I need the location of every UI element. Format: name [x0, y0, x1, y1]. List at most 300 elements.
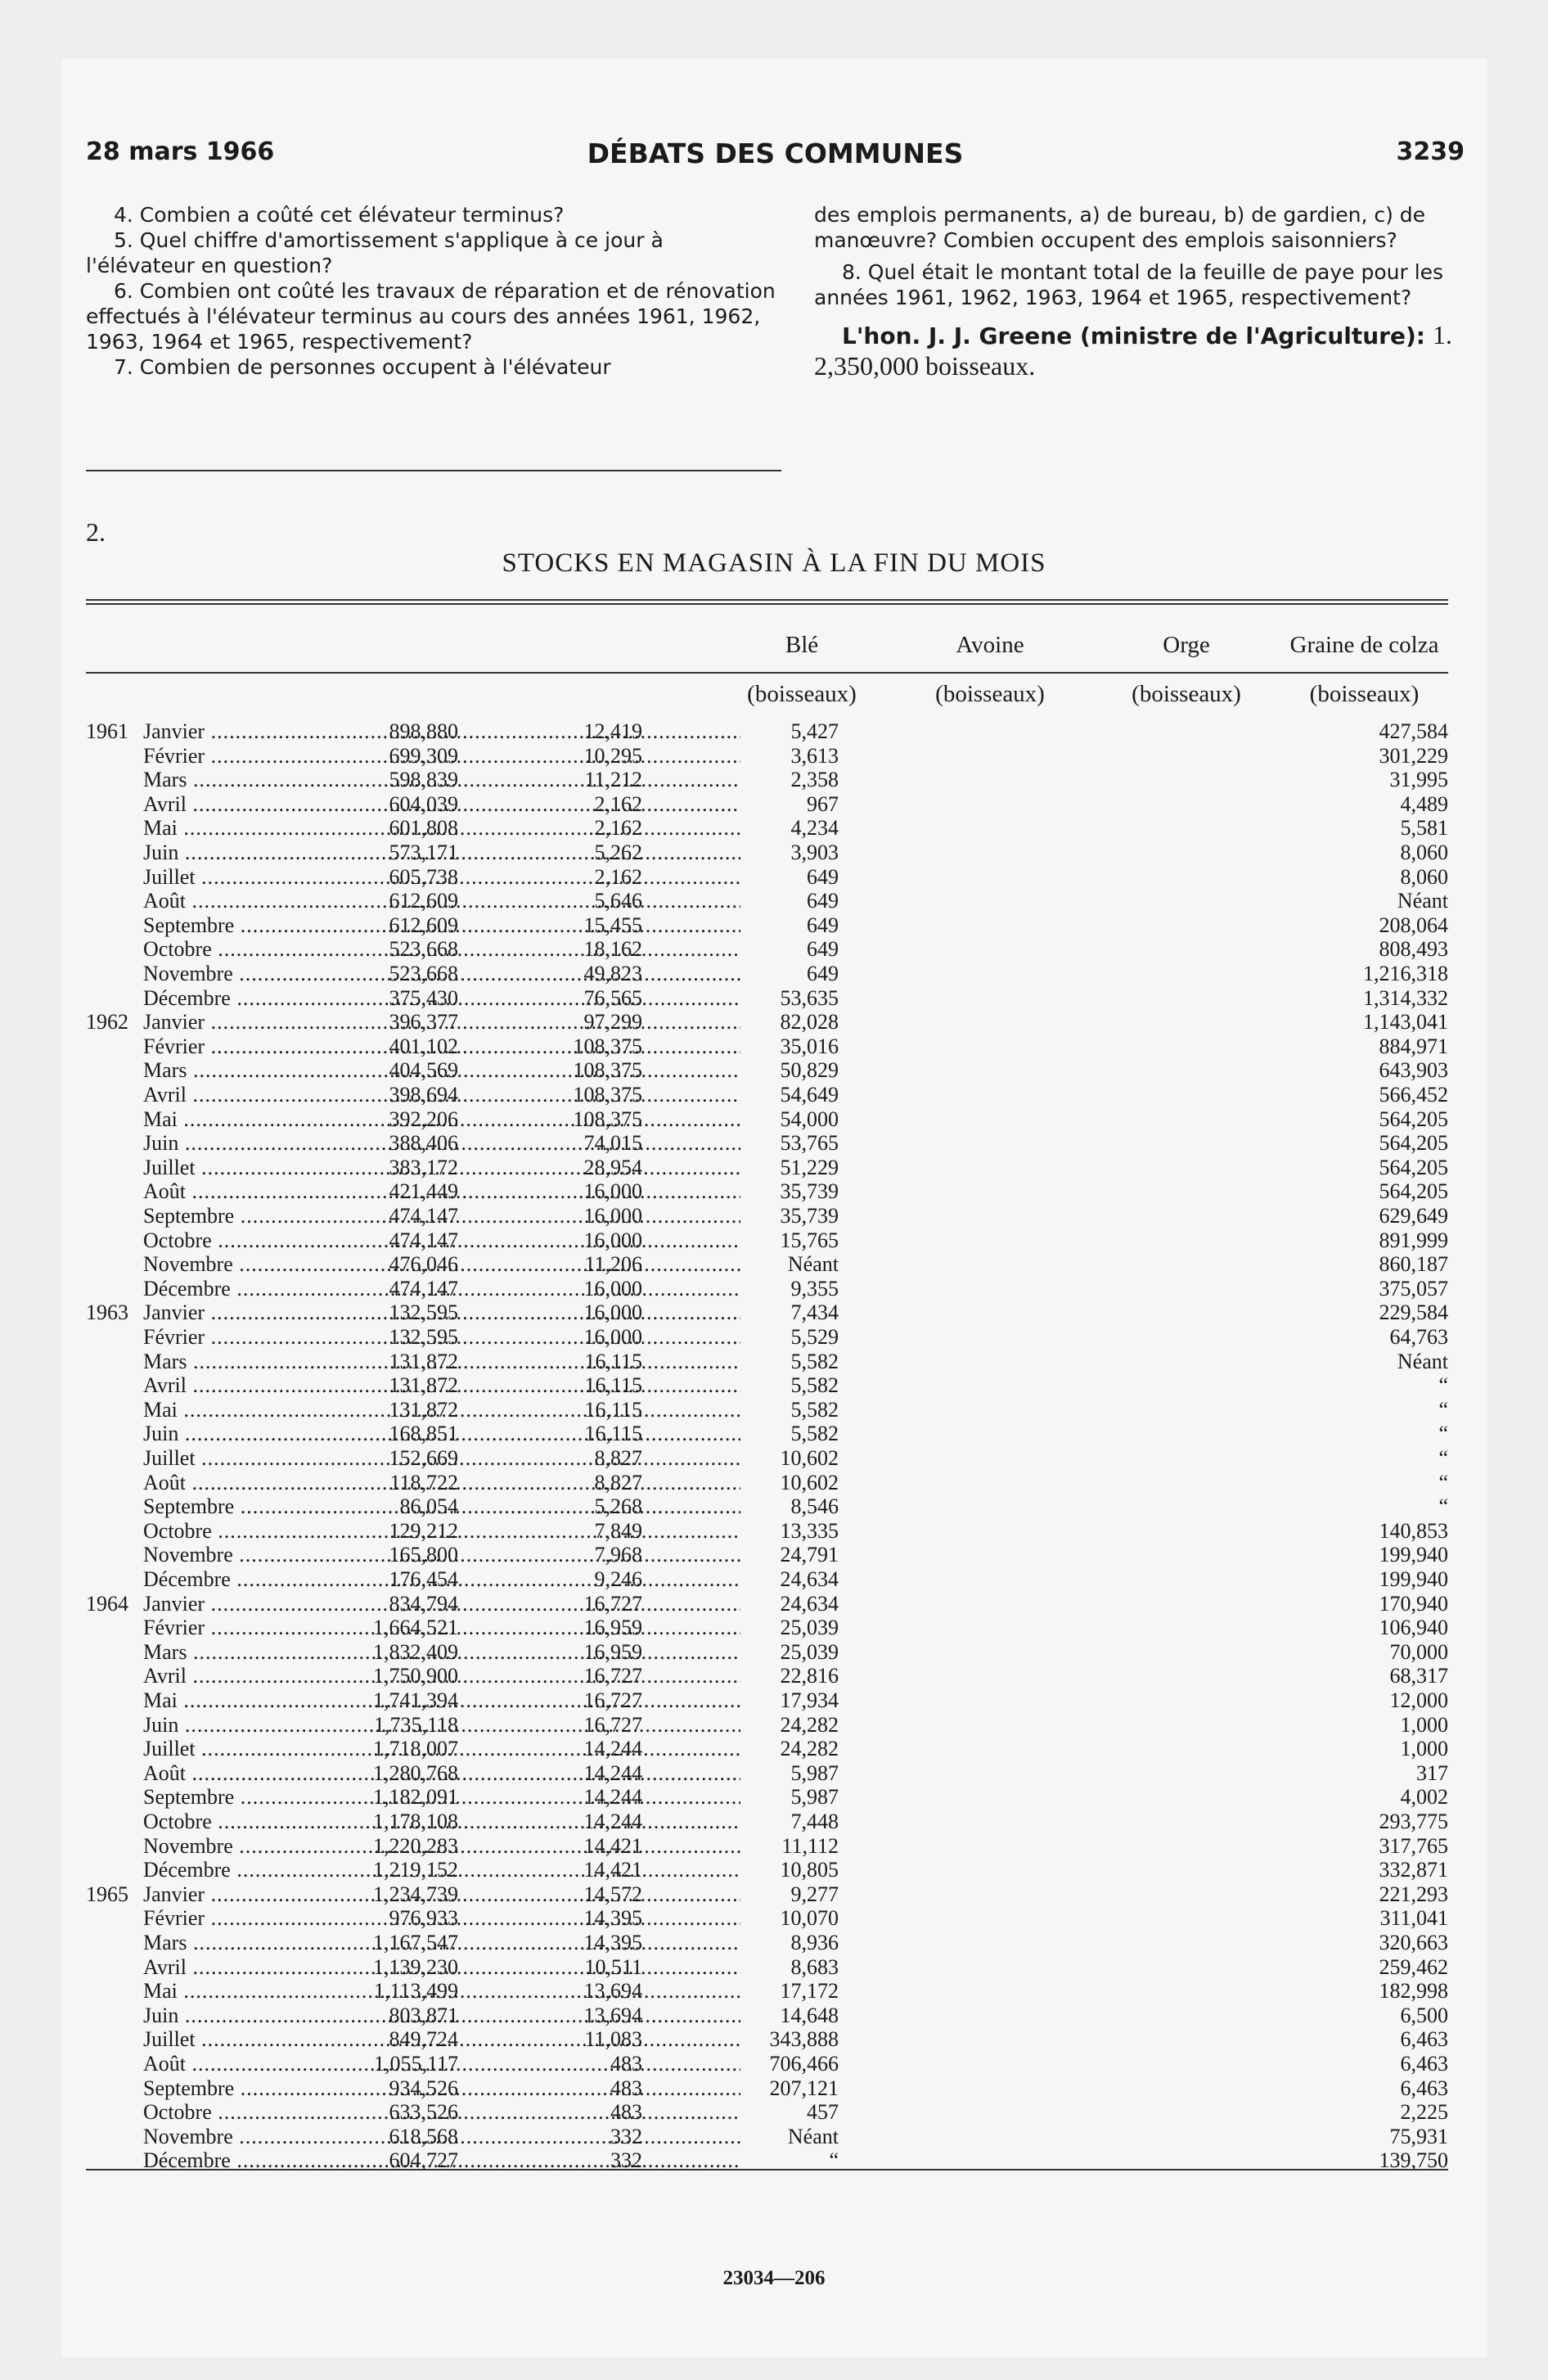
cell-colza: 31,995 — [1389, 768, 1448, 792]
cell-ble: 633,526 — [389, 2100, 458, 2125]
table-row — [86, 1131, 1448, 1156]
table-row — [86, 2027, 1448, 2052]
cell-colza: 293,775 — [1379, 1810, 1448, 1833]
cell-ble: 132,595 — [389, 1325, 458, 1349]
cell-ble: 152,669 — [389, 1446, 458, 1470]
cell-ble: 131,872 — [389, 1349, 458, 1373]
cell-colza: 427,584 — [1379, 719, 1448, 743]
minister-answer — [814, 320, 1485, 382]
cell-orge: 457 — [807, 2100, 839, 2125]
cell-ble: 118,722 — [389, 1470, 458, 1494]
cell-ble: 1,718,007 — [373, 1737, 458, 1761]
cell-colza: “ — [1438, 1422, 1448, 1446]
cell-orge: 25,039 — [780, 1616, 839, 1640]
row-month: Avril ..... — [143, 1955, 740, 1980]
cell-colza: 1,143,041 — [1363, 1010, 1448, 1034]
cell-ble: 934,526 — [389, 2076, 458, 2100]
header-page-number: 3239 — [1396, 137, 1465, 166]
cell-avoine: 16,727 — [583, 1591, 642, 1616]
cell-orge: 10,070 — [780, 1906, 839, 1931]
row-year: 1962 — [86, 1010, 128, 1034]
row-month: Mars ..... — [143, 768, 740, 792]
table-row — [86, 913, 1448, 938]
row-month: Janvier ..... — [143, 1592, 740, 1616]
cell-orge: 50,829 — [780, 1058, 839, 1083]
table-row — [86, 1906, 1448, 1931]
question-7-continued: des emplois permanents, a) de bureau, b) de gardien, c) de manœuvre? Combien occupent des emplois saisonniers? — [814, 203, 1426, 252]
cell-orge: 82,028 — [780, 1010, 839, 1034]
table-row — [86, 816, 1448, 841]
cell-colza: 5,581 — [1400, 816, 1448, 841]
cell-avoine: 16,115 — [584, 1373, 642, 1398]
cell-colza: 4,002 — [1400, 1785, 1448, 1810]
row-month: Mars ..... — [143, 1058, 740, 1083]
page-footer: 23034—206 — [722, 2267, 826, 2289]
cell-orge: 17,172 — [780, 1979, 839, 2004]
row-month: Août ..... — [143, 1761, 740, 1786]
table-row — [86, 1955, 1448, 1980]
cell-orge: 25,039 — [780, 1639, 839, 1664]
cell-ble: 1,741,394 — [373, 1688, 458, 1712]
row-month: Août ..... — [143, 2052, 740, 2076]
table-row — [86, 1325, 1448, 1350]
row-month: Juillet ..... — [143, 1737, 740, 1761]
header-date: 28 mars 1966 — [86, 137, 275, 166]
cell-ble: 523,668 — [389, 937, 458, 962]
cell-avoine: 14,244 — [583, 1785, 642, 1810]
table-row — [86, 1083, 1448, 1107]
cell-ble: 1,113,499 — [373, 1979, 458, 2004]
cell-orge: 15,765 — [780, 1228, 839, 1252]
table-row — [86, 1373, 1448, 1398]
table-row — [86, 1858, 1448, 1882]
cell-avoine: 7,968 — [594, 1543, 642, 1567]
cell-orge: “ — [829, 2148, 839, 2173]
row-month: Mai ..... — [143, 1398, 740, 1422]
row-month: Avril ..... — [143, 1664, 740, 1688]
cell-orge: 7,434 — [790, 1300, 839, 1325]
cell-ble: 421,449 — [389, 1179, 458, 1204]
cell-ble: 976,933 — [389, 1906, 458, 1931]
table-row — [86, 1931, 1448, 1955]
cell-orge: 51,229 — [780, 1155, 839, 1179]
cell-orge: 54,000 — [780, 1107, 839, 1131]
cell-orge: 5,582 — [790, 1373, 839, 1398]
table-row — [86, 1640, 1448, 1665]
cell-avoine: 16,000 — [583, 1325, 642, 1349]
cell-orge: 3,903 — [790, 841, 839, 864]
cell-avoine: 16,000 — [583, 1276, 642, 1300]
table-row — [86, 2004, 1448, 2028]
cell-colza: 199,940 — [1379, 1567, 1448, 1591]
cell-orge: 11,112 — [781, 1833, 839, 1858]
cell-orge: 649 — [807, 937, 839, 962]
cell-avoine: 13,694 — [583, 2003, 642, 2027]
table-row — [86, 1713, 1448, 1738]
row-month: Juin ..... — [143, 2004, 740, 2028]
cell-ble: 165,800 — [389, 1543, 458, 1567]
table-row — [86, 1350, 1448, 1374]
col-header-orge: Orge — [1163, 632, 1210, 658]
cell-avoine: 2,162 — [594, 864, 642, 889]
cell-avoine: 16,727 — [583, 1664, 642, 1688]
cell-avoine: 2,162 — [594, 816, 642, 841]
unit-avoine: (boisseaux) — [935, 681, 1045, 707]
cell-colza: 860,187 — [1379, 1252, 1448, 1277]
cell-colza: 564,205 — [1379, 1131, 1448, 1156]
col-header-avoine: Avoine — [956, 632, 1024, 658]
row-month: Janvier ..... — [143, 1010, 740, 1034]
row-month: Février ..... — [143, 1906, 740, 1931]
row-month: Août ..... — [143, 1471, 740, 1495]
table-row — [86, 1277, 1448, 1301]
cell-avoine: 16,000 — [583, 1228, 642, 1252]
cell-ble: 1,735,118 — [373, 1712, 458, 1737]
row-year: 1963 — [86, 1300, 128, 1325]
row-month: Décembre ..... — [143, 2148, 740, 2173]
table-bottom-rule — [86, 2169, 1448, 2170]
cell-orge: 24,791 — [780, 1543, 839, 1567]
row-month: Février ..... — [143, 1325, 740, 1350]
unit-colza: (boisseaux) — [1309, 681, 1420, 707]
row-year: 1961 — [86, 719, 128, 743]
row-month: Décembre ..... — [143, 986, 740, 1011]
table-row — [86, 1107, 1448, 1132]
cell-colza: 643,903 — [1379, 1058, 1448, 1083]
cell-ble: 131,872 — [389, 1397, 458, 1422]
table-row — [86, 865, 1448, 890]
row-month: Mars ..... — [143, 1640, 740, 1665]
row-month: Décembre ..... — [143, 1858, 740, 1882]
cell-colza: 75,931 — [1389, 2124, 1448, 2148]
cell-avoine: 332 — [610, 2148, 642, 2173]
table-top-rule-2 — [86, 603, 1448, 605]
row-month: Février ..... — [143, 1616, 740, 1640]
row-month: Septembre ..... — [143, 1494, 740, 1519]
cell-orge: 35,016 — [780, 1034, 839, 1058]
cell-colza: 170,940 — [1379, 1591, 1448, 1616]
cell-orge: 22,816 — [780, 1664, 839, 1688]
cell-ble: 605,738 — [389, 864, 458, 889]
cell-ble: 404,569 — [389, 1058, 458, 1083]
cell-avoine: 12,419 — [583, 719, 642, 743]
cell-avoine: 483 — [610, 2100, 642, 2125]
row-month: Mars ..... — [143, 1931, 740, 1955]
cell-avoine: 14,572 — [583, 1882, 642, 1906]
cell-ble: 1,280,768 — [373, 1760, 458, 1785]
header-title: DÉBATS DES COMMUNES — [587, 137, 964, 169]
cell-colza: 6,463 — [1400, 2052, 1448, 2076]
cell-colza: 12,000 — [1389, 1688, 1448, 1712]
cell-avoine: 16,000 — [583, 1179, 642, 1204]
cell-ble: 618,568 — [389, 2124, 458, 2148]
cell-orge: 10,602 — [780, 1446, 839, 1470]
table-row — [86, 768, 1448, 792]
cell-avoine: 9,246 — [594, 1567, 642, 1591]
table-row — [86, 1664, 1448, 1688]
table-top-rule — [86, 599, 1448, 601]
table-row — [86, 1737, 1448, 1761]
question-7: 7. Combien de personnes occupent à l'élévateur — [114, 355, 611, 379]
cell-ble: 398,694 — [389, 1083, 458, 1107]
column-divider-rule — [86, 470, 781, 471]
cell-orge: 5,582 — [790, 1422, 839, 1446]
cell-orge: 3,613 — [790, 743, 839, 768]
cell-avoine: 14,244 — [583, 1810, 642, 1833]
cell-avoine: 13,694 — [583, 1979, 642, 2004]
table-row — [86, 1058, 1448, 1083]
row-month: Juillet ..... — [143, 1156, 740, 1180]
cell-orge: 5,987 — [790, 1760, 839, 1785]
cell-orge: 8,546 — [790, 1494, 839, 1519]
row-month: Mars ..... — [143, 1350, 740, 1374]
cell-avoine: 14,395 — [583, 1906, 642, 1931]
cell-ble: 401,102 — [389, 1034, 458, 1058]
row-month: Août ..... — [143, 889, 740, 913]
cell-orge: 8,936 — [790, 1931, 839, 1954]
cell-avoine: 332 — [610, 2124, 642, 2148]
cell-colza: 332,871 — [1379, 1858, 1448, 1882]
cell-avoine: 5,268 — [594, 1494, 642, 1519]
row-month: Septembre ..... — [143, 2076, 740, 2101]
table-row — [86, 1519, 1448, 1544]
cell-colza: 891,999 — [1379, 1228, 1448, 1252]
col-header-ble: Blé — [785, 632, 819, 658]
cell-avoine: 108,375 — [573, 1034, 642, 1058]
unit-orge: (boisseaux) — [1132, 681, 1241, 707]
cell-ble: 396,377 — [389, 1010, 458, 1034]
cell-colza: 4,489 — [1400, 791, 1448, 816]
cell-colza: 375,057 — [1379, 1276, 1448, 1300]
cell-colza: 301,229 — [1379, 743, 1448, 768]
table-row — [86, 1204, 1448, 1228]
table-row — [86, 1688, 1448, 1713]
table-row — [86, 1810, 1448, 1834]
cell-orge: 2,358 — [790, 768, 839, 792]
cell-colza: 6,463 — [1400, 2076, 1448, 2100]
table-row — [86, 2076, 1448, 2101]
question-6: 6. Combien ont coûté les travaux de réparation et de rénovation effectués à l'élévateur terminus au cours des années 1961, 1962, 1963, 1964 et 1965, respectivement? — [86, 279, 776, 354]
cell-colza: 208,064 — [1379, 913, 1448, 937]
cell-avoine: 14,421 — [583, 1858, 642, 1882]
table-row — [86, 1156, 1448, 1180]
table-row — [86, 1300, 1448, 1325]
cell-orge: 24,282 — [780, 1737, 839, 1761]
cell-colza: 808,493 — [1379, 937, 1448, 962]
cell-orge: 7,448 — [790, 1810, 839, 1833]
cell-ble: 612,609 — [389, 913, 458, 937]
cell-avoine: 97,299 — [583, 1010, 642, 1034]
cell-avoine: 18,162 — [583, 937, 642, 962]
section-number: 2. — [86, 517, 106, 547]
table-row — [86, 1228, 1448, 1253]
table-row — [86, 1446, 1448, 1471]
row-month: Septembre ..... — [143, 913, 740, 938]
cell-ble: 392,206 — [389, 1107, 458, 1131]
row-month: Octobre ..... — [143, 1228, 740, 1253]
cell-avoine: 28,954 — [583, 1155, 642, 1179]
cell-avoine: 16,959 — [583, 1616, 642, 1640]
cell-avoine: 5,262 — [594, 841, 642, 864]
table-row — [86, 1761, 1448, 1786]
cell-colza: 8,060 — [1400, 841, 1448, 864]
table-row — [86, 889, 1448, 913]
page-header — [86, 137, 1465, 170]
cell-ble: 176,454 — [389, 1567, 458, 1591]
table-row — [86, 1567, 1448, 1592]
table-row — [86, 1422, 1448, 1446]
cell-orge: 54,649 — [780, 1083, 839, 1107]
row-month: Octobre ..... — [143, 937, 740, 962]
cell-avoine: 2,162 — [594, 791, 642, 816]
cell-colza: 221,293 — [1379, 1882, 1448, 1906]
cell-colza: 139,750 — [1379, 2148, 1448, 2173]
cell-orge: Néant — [787, 2124, 839, 2148]
table-row — [86, 1010, 1448, 1034]
table-title: STOCKS EN MAGASIN À LA FIN DU MOIS — [502, 548, 1046, 578]
cell-avoine: 10,511 — [584, 1954, 642, 1979]
row-month: Janvier ..... — [143, 719, 740, 744]
cell-colza: 564,205 — [1379, 1179, 1448, 1204]
cell-colza: 629,649 — [1379, 1204, 1448, 1228]
cell-avoine: 16,727 — [583, 1688, 642, 1712]
cell-colza: 311,041 — [1379, 1906, 1448, 1931]
row-year: 1965 — [86, 1882, 128, 1906]
row-month: Janvier ..... — [143, 1882, 740, 1907]
cell-avoine: 15,455 — [583, 913, 642, 937]
cell-colza: 140,853 — [1379, 1518, 1448, 1543]
cell-ble: 604,039 — [389, 791, 458, 816]
header-rule — [86, 672, 1448, 674]
row-month: Juillet ..... — [143, 2027, 740, 2052]
table-row — [86, 1471, 1448, 1495]
cell-avoine: 5,646 — [594, 889, 642, 913]
cell-avoine: 16,000 — [583, 1300, 642, 1325]
document-page — [61, 59, 1487, 2357]
cell-orge: 13,335 — [780, 1518, 839, 1543]
row-month: Mai ..... — [143, 1688, 740, 1713]
table-row — [86, 2100, 1448, 2125]
table-row — [86, 1979, 1448, 2004]
cell-orge: 8,683 — [790, 1954, 839, 1979]
cell-avoine: 10,295 — [583, 743, 642, 768]
table-row — [86, 1834, 1448, 1859]
row-month: Mai ..... — [143, 1979, 740, 2004]
cell-ble: 1,139,230 — [373, 1954, 458, 1979]
table-row — [86, 744, 1448, 769]
cell-orge: 53,765 — [780, 1131, 839, 1156]
cell-colza: “ — [1438, 1494, 1448, 1519]
row-month: Septembre ..... — [143, 1204, 740, 1228]
question-5: 5. Quel chiffre d'amortissement s'applique à ce jour à l'élévateur en question? — [86, 228, 664, 277]
cell-colza: 106,940 — [1379, 1616, 1448, 1640]
answer-speaker: L'hon. J. J. Greene (ministre de l'Agriculture): — [842, 322, 1425, 349]
table-row — [86, 1543, 1448, 1567]
row-month: Avril ..... — [143, 792, 740, 817]
cell-avoine: 11,206 — [584, 1252, 642, 1277]
table-row — [86, 1398, 1448, 1422]
cell-ble: 168,851 — [389, 1422, 458, 1446]
cell-avoine: 14,421 — [583, 1833, 642, 1858]
cell-ble: 388,406 — [389, 1131, 458, 1156]
cell-avoine: 74,015 — [583, 1131, 642, 1156]
table-row — [86, 719, 1448, 744]
row-month: Novembre ..... — [143, 1543, 740, 1567]
cell-colza: “ — [1438, 1373, 1448, 1398]
cell-ble: 1,750,900 — [373, 1664, 458, 1688]
cell-avoine: 14,395 — [583, 1931, 642, 1954]
cell-ble: 132,595 — [389, 1300, 458, 1325]
cell-ble: 476,046 — [389, 1252, 458, 1277]
unit-ble: (boisseaux) — [747, 681, 857, 707]
row-month: Mai ..... — [143, 816, 740, 841]
row-month: Décembre ..... — [143, 1567, 740, 1592]
cell-avoine: 76,565 — [583, 985, 642, 1010]
cell-colza: Néant — [1397, 889, 1448, 913]
cell-colza: 64,763 — [1389, 1325, 1448, 1349]
cell-ble: 375,430 — [389, 985, 458, 1010]
table-row — [86, 1494, 1448, 1519]
row-month: Juillet ..... — [143, 1446, 740, 1471]
table-row — [86, 2125, 1448, 2149]
row-month: Décembre ..... — [143, 1277, 740, 1301]
cell-orge: 706,466 — [769, 2052, 839, 2076]
cell-orge: 649 — [807, 913, 839, 937]
row-month: Novembre ..... — [143, 1252, 740, 1277]
cell-avoine: 108,375 — [573, 1107, 642, 1131]
cell-colza: 566,452 — [1379, 1083, 1448, 1107]
cell-ble: 612,609 — [389, 889, 458, 913]
cell-avoine: 16,115 — [584, 1422, 642, 1446]
cell-ble: 598,839 — [389, 768, 458, 792]
row-month: Novembre ..... — [143, 962, 740, 986]
row-month: Avril ..... — [143, 1083, 740, 1107]
row-month: Octobre ..... — [143, 2100, 740, 2125]
cell-avoine: 16,727 — [583, 1712, 642, 1737]
cell-ble: 1,055,117 — [373, 2052, 458, 2076]
cell-orge: 9,355 — [790, 1276, 839, 1300]
cell-colza: 70,000 — [1389, 1639, 1448, 1664]
question-4: 4. Combien a coûté cet élévateur terminus? — [114, 203, 565, 227]
cell-colza: 2,225 — [1400, 2100, 1448, 2125]
cell-ble: 1,234,739 — [373, 1882, 458, 1906]
cell-ble: 849,724 — [389, 2027, 458, 2052]
cell-ble: 383,172 — [389, 1155, 458, 1179]
cell-orge: 35,739 — [780, 1179, 839, 1204]
cell-avoine: 108,375 — [573, 1083, 642, 1107]
cell-orge: 343,888 — [769, 2027, 839, 2052]
cell-ble: 604,727 — [389, 2148, 458, 2173]
cell-orge: Néant — [787, 1252, 839, 1277]
cell-ble: 834,794 — [389, 1591, 458, 1616]
cell-colza: 8,060 — [1400, 864, 1448, 889]
cell-avoine: 7,849 — [594, 1518, 642, 1543]
cell-colza: 1,000 — [1400, 1712, 1448, 1737]
cell-avoine: 49,823 — [583, 962, 642, 985]
cell-colza: 229,584 — [1379, 1300, 1448, 1325]
row-month: Mai ..... — [143, 1107, 740, 1132]
cell-orge: 5,987 — [790, 1785, 839, 1810]
cell-orge: 967 — [807, 791, 839, 816]
cell-colza: 6,500 — [1400, 2003, 1448, 2027]
cell-ble: 523,668 — [389, 962, 458, 985]
cell-avoine: 16,115 — [584, 1397, 642, 1422]
row-month: Janvier ..... — [143, 1300, 740, 1325]
cell-orge: 35,739 — [780, 1204, 839, 1228]
cell-colza: 182,998 — [1379, 1979, 1448, 2004]
cell-orge: 24,634 — [780, 1567, 839, 1591]
cell-colza: 1,216,318 — [1363, 962, 1448, 985]
